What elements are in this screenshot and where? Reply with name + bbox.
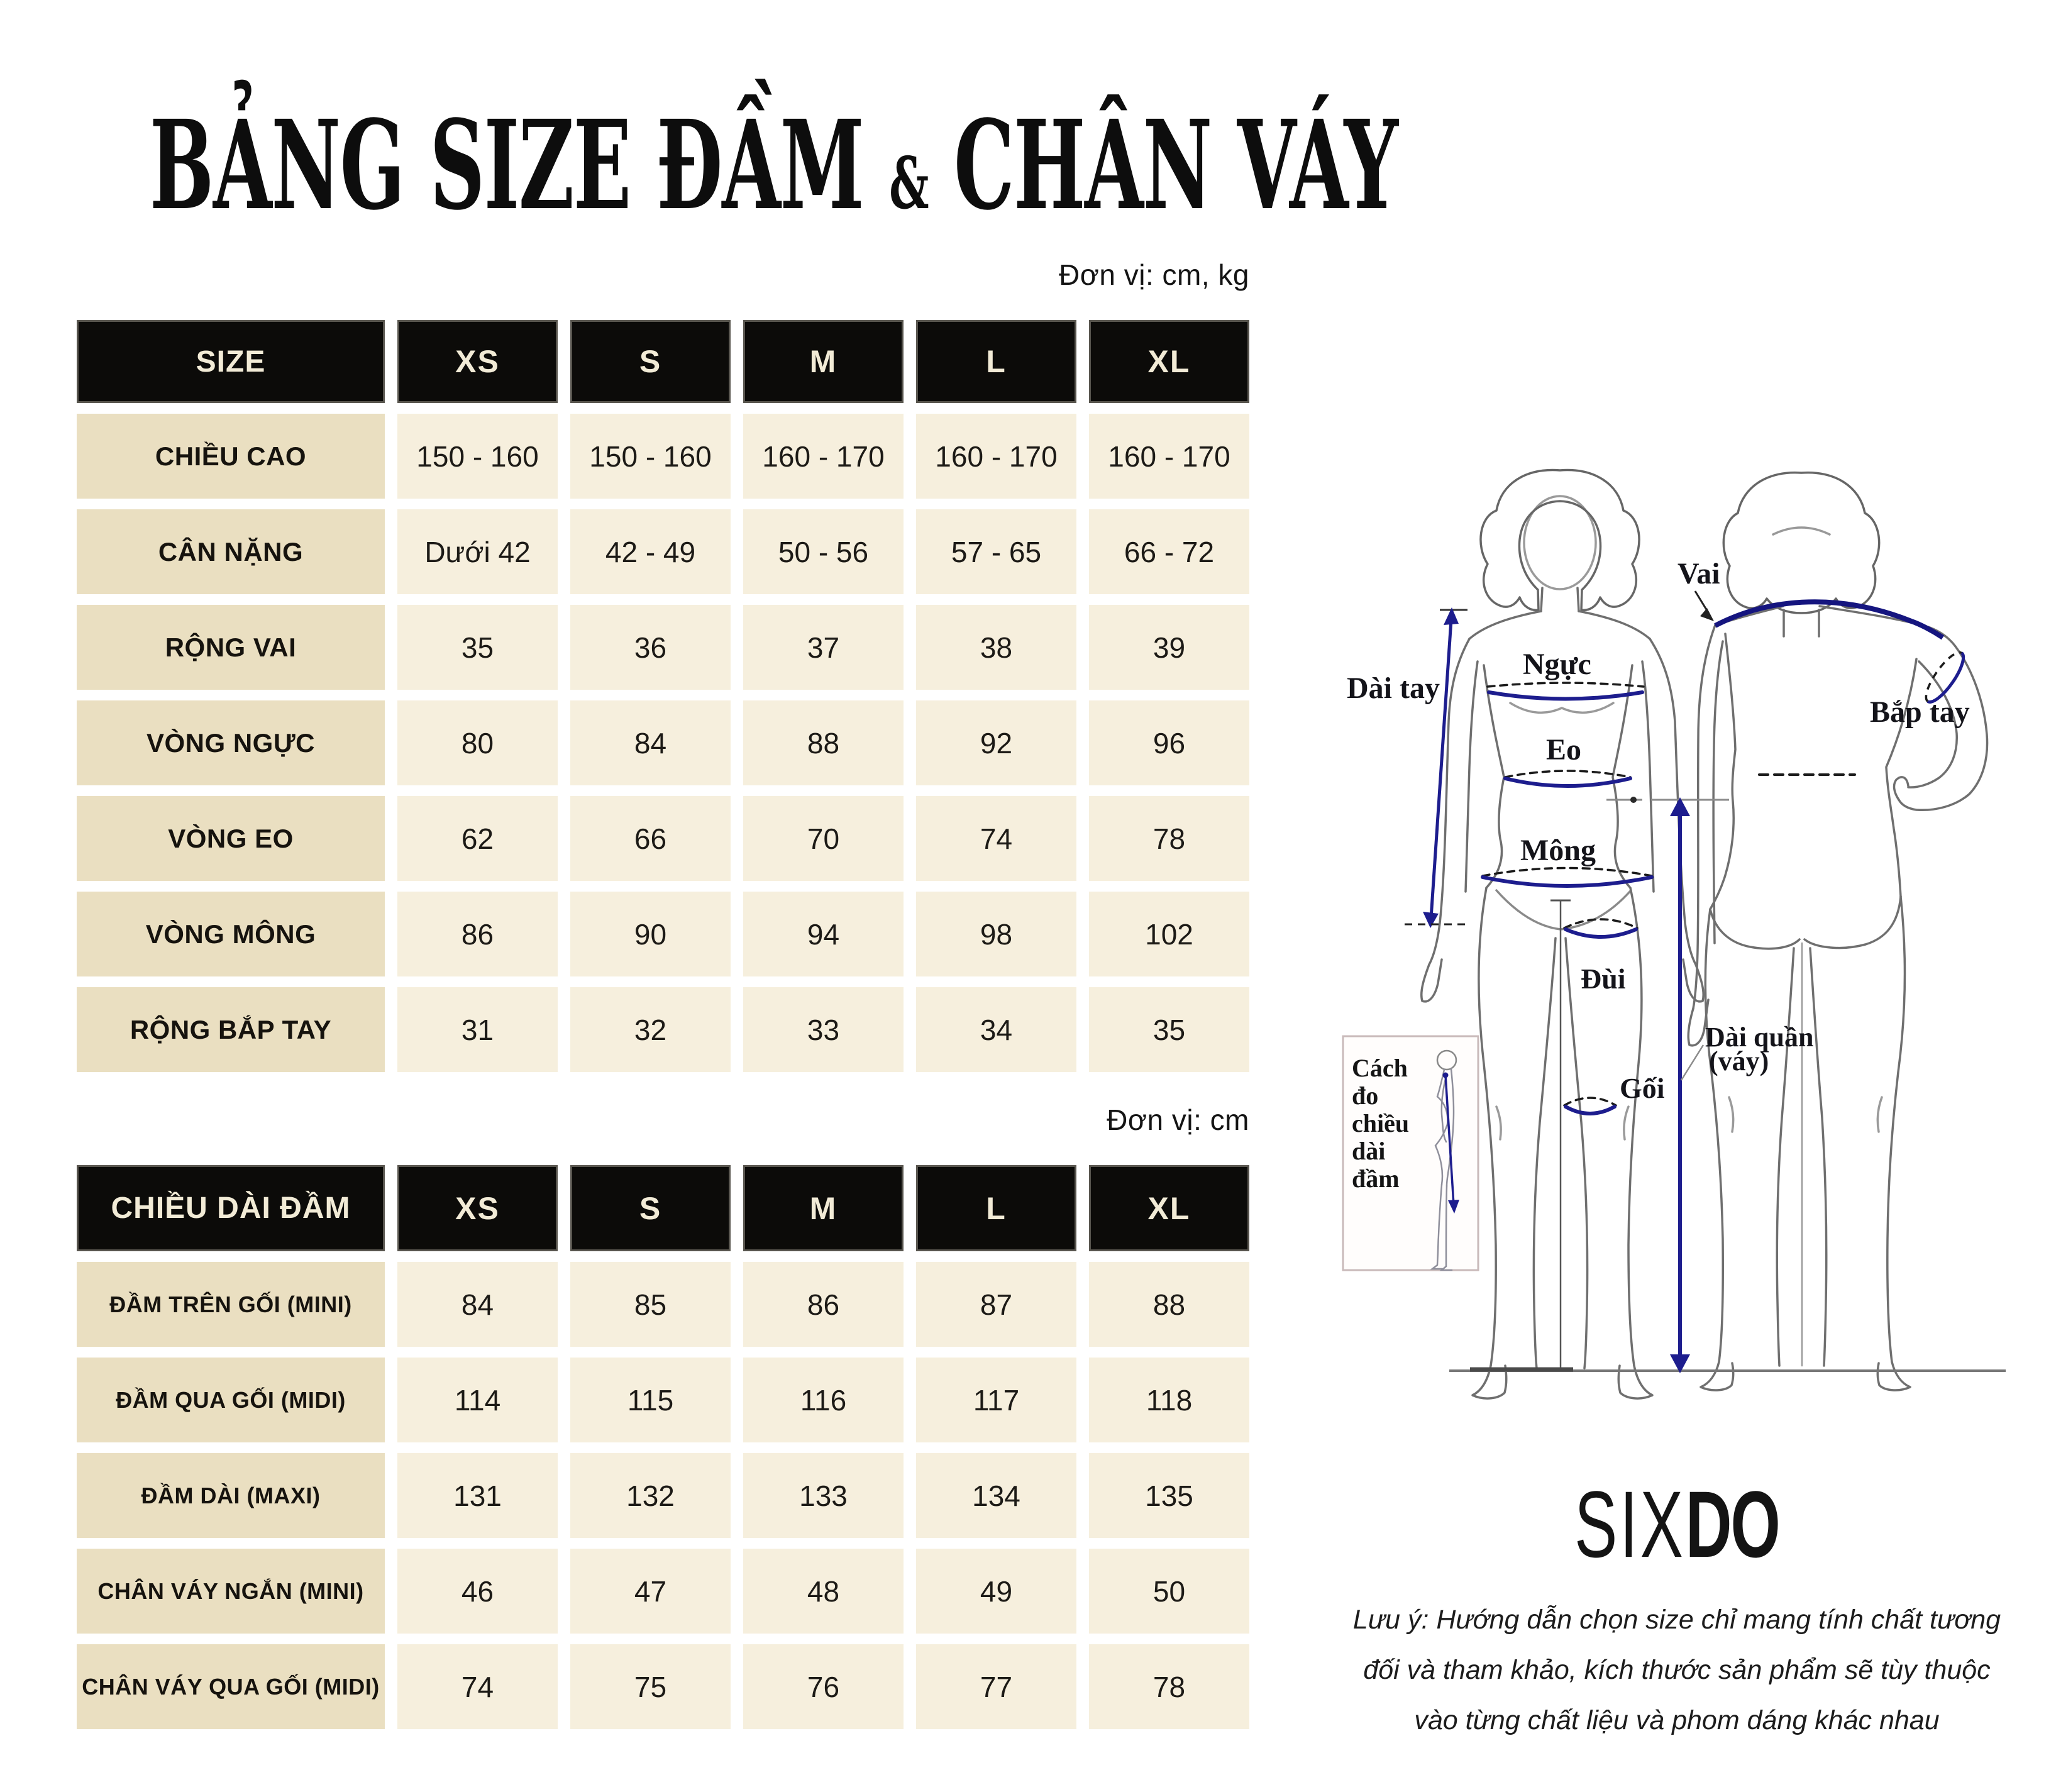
inset-word-4: dài [1352,1137,1386,1165]
value-cell: 74 [916,796,1076,881]
value-cell: 33 [743,987,904,1072]
value-cell: 98 [916,892,1076,976]
value-cell: 78 [1089,796,1249,881]
row-label: CHIỀU CAO [77,414,385,499]
ground-line [1449,1369,2006,1371]
dress-length-table [77,1165,1249,1729]
value-cell: 50 [1089,1549,1249,1634]
value-cell: 39 [1089,605,1249,690]
value-cell: 131 [397,1453,558,1538]
value-cell: 80 [397,700,558,785]
label-dai-quan-line2: (váy) [1709,1046,1769,1076]
value-cell: 76 [743,1644,904,1729]
row-label: RỘNG BẮP TAY [77,987,385,1072]
row-label: RỘNG VAI [77,605,385,690]
value-cell: 133 [743,1453,904,1538]
value-cell: Dưới 42 [397,509,558,594]
label-mong: Mông [1520,834,1596,867]
value-cell: 49 [916,1549,1076,1634]
label-dui: Đùi [1581,963,1626,995]
row-label: CÂN NẶNG [77,509,385,594]
value-cell: 86 [743,1262,904,1347]
header-label-cell: CHIỀU DÀI ĐẦM [77,1165,385,1251]
value-cell: 150 - 160 [570,414,731,499]
value-cell: 62 [397,796,558,881]
arm-length-arrow [1405,607,1467,928]
row-label: ĐẦM DÀI (MAXI) [77,1453,385,1538]
row-label: VÒNG NGỰC [77,700,385,785]
value-cell: 36 [570,605,731,690]
value-cell: 48 [743,1549,904,1634]
value-cell: 34 [916,987,1076,1072]
logo-six: SIX [1574,1471,1686,1577]
value-cell: 132 [570,1453,731,1538]
value-cell: 66 - 72 [1089,509,1249,594]
header-label-cell: SIZE [77,320,385,403]
inset-word-1: Cách [1352,1054,1408,1082]
row-label: CHÂN VÁY NGẮN (MINI) [77,1549,385,1634]
value-cell: 47 [570,1549,731,1634]
inset-word-2: đo [1352,1081,1379,1110]
value-cell: 74 [397,1644,558,1729]
label-nguc: Ngực [1523,648,1591,681]
measurement-diagram [1289,390,2056,1434]
label-eo: Eo [1546,733,1582,766]
value-cell: 57 - 65 [916,509,1076,594]
value-cell: 160 - 170 [743,414,904,499]
header-size-cell: XS [397,1165,558,1251]
label-dai-tay: Dài tay [1347,672,1440,705]
header-size-cell: L [916,1165,1076,1251]
value-cell: 92 [916,700,1076,785]
value-cell: 87 [916,1262,1076,1347]
page-title-part1: BẢNG SIZE ĐẦM [150,93,890,237]
dress-length-inset [1343,1036,1478,1270]
unit-label-length-table: Đơn vị: cm [1107,1103,1249,1136]
value-cell: 84 [397,1262,558,1347]
value-cell: 38 [916,605,1076,690]
page-title-part2: CHÂN VÁY [928,93,1398,237]
size-note [1306,1595,2048,1745]
value-cell: 102 [1089,892,1249,976]
back-figure-outline [1688,473,1987,1390]
header-size-cell: XL [1089,1165,1249,1251]
page-title [150,93,1398,237]
header-size-cell: S [570,1165,731,1251]
inset-word-3: chiều [1352,1109,1410,1137]
body-measurement-table [77,320,1249,1072]
value-cell: 115 [570,1358,731,1442]
row-label: ĐẦM QUA GỐI (MIDI) [77,1358,385,1442]
value-cell: 160 - 170 [1089,414,1249,499]
value-cell: 85 [570,1262,731,1347]
header-size-cell: L [916,320,1076,403]
header-size-cell: M [743,320,904,403]
inset-word-5: đầm [1352,1164,1400,1193]
value-cell: 31 [397,987,558,1072]
header-size-cell: XL [1089,320,1249,403]
value-cell: 88 [1089,1262,1249,1347]
unit-label-body-table: Đơn vị: cm, kg [1059,258,1249,291]
value-cell: 37 [743,605,904,690]
value-cell: 84 [570,700,731,785]
value-cell: 42 - 49 [570,509,731,594]
brand-logo [1570,1470,1784,1579]
label-goi: Gối [1620,1072,1665,1104]
header-size-cell: S [570,320,731,403]
note-line-2: đối và tham khảo, kích thước sản phẩm sẽ tùy thuộc [1363,1655,1991,1685]
value-cell: 35 [1089,987,1249,1072]
logo-do: DO [1685,1471,1779,1577]
row-label: VÒNG EO [77,796,385,881]
value-cell: 90 [570,892,731,976]
label-dai-quan-line1: Dài quần [1705,1022,1814,1053]
label-bap-tay: Bắp tay [1870,695,1970,729]
page-title-ampersand: & [889,141,929,225]
value-cell: 116 [743,1358,904,1442]
value-cell: 117 [916,1358,1076,1442]
value-cell: 78 [1089,1644,1249,1729]
header-size-cell: XS [397,320,558,403]
header-size-cell: M [743,1165,904,1251]
note-line-1: Lưu ý: Hướng dẫn chọn size chỉ mang tính chất tương [1352,1605,2001,1635]
label-vai: Vai [1677,557,1720,590]
value-cell: 46 [397,1549,558,1634]
row-label: CHÂN VÁY QUA GỐI (MIDI) [77,1644,385,1729]
value-cell: 75 [570,1644,731,1729]
value-cell: 160 - 170 [916,414,1076,499]
value-cell: 66 [570,796,731,881]
row-label: VÒNG MÔNG [77,892,385,976]
value-cell: 150 - 160 [397,414,558,499]
value-cell: 35 [397,605,558,690]
value-cell: 70 [743,796,904,881]
note-line-3: vào từng chất liệu và phom dáng khác nhau [1414,1705,1940,1735]
value-cell: 88 [743,700,904,785]
value-cell: 135 [1089,1453,1249,1538]
value-cell: 114 [397,1358,558,1442]
value-cell: 77 [916,1644,1076,1729]
value-cell: 86 [397,892,558,976]
value-cell: 96 [1089,700,1249,785]
value-cell: 118 [1089,1358,1249,1442]
row-label: ĐẦM TRÊN GỐI (MINI) [77,1262,385,1347]
value-cell: 50 - 56 [743,509,904,594]
value-cell: 32 [570,987,731,1072]
value-cell: 134 [916,1453,1076,1538]
value-cell: 94 [743,892,904,976]
